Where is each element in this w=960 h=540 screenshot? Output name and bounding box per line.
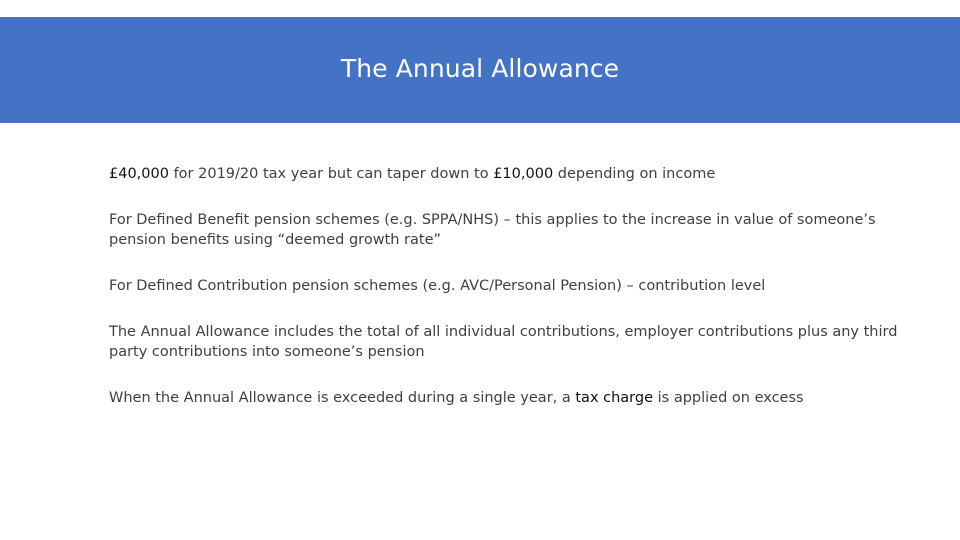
bullet-list [109, 164, 909, 434]
tax-charge-term: tax charge [575, 390, 654, 406]
bullet-text: depending on income [553, 166, 716, 182]
amount-40000: £40,000 [109, 166, 169, 182]
bullet-text: is applied on excess [653, 390, 804, 406]
bullet-text: When the Annual Allowance is exceeded during a single year, a [109, 390, 576, 406]
bullet-tax-charge [109, 388, 909, 408]
amount-10000: £10,000 [493, 166, 554, 182]
bullet-text: The Annual Allowance includes the total of all individual contributions, employer contributions plus any third party contributions into someone’s pension [109, 324, 898, 360]
bullet-text: For Defined Benefit pension schemes (e.g. SPPA/NHS) – this applies to the increase in value of someone’s pension benefits using “deemed growth rate” [109, 212, 876, 248]
bullet-defined-benefit [109, 210, 909, 250]
bullet-text: For Defined Contribution pension schemes (e.g. AVC/Personal Pension) – contribution level [109, 278, 766, 294]
bullet-annual-limit [109, 164, 909, 184]
title-banner [0, 17, 960, 123]
bullet-total-contributions [109, 322, 909, 362]
bullet-text: for 2019/20 tax year but can taper down to [168, 166, 494, 182]
bullet-defined-contribution [109, 276, 909, 296]
slide-title: The Annual Allowance [340, 53, 620, 83]
